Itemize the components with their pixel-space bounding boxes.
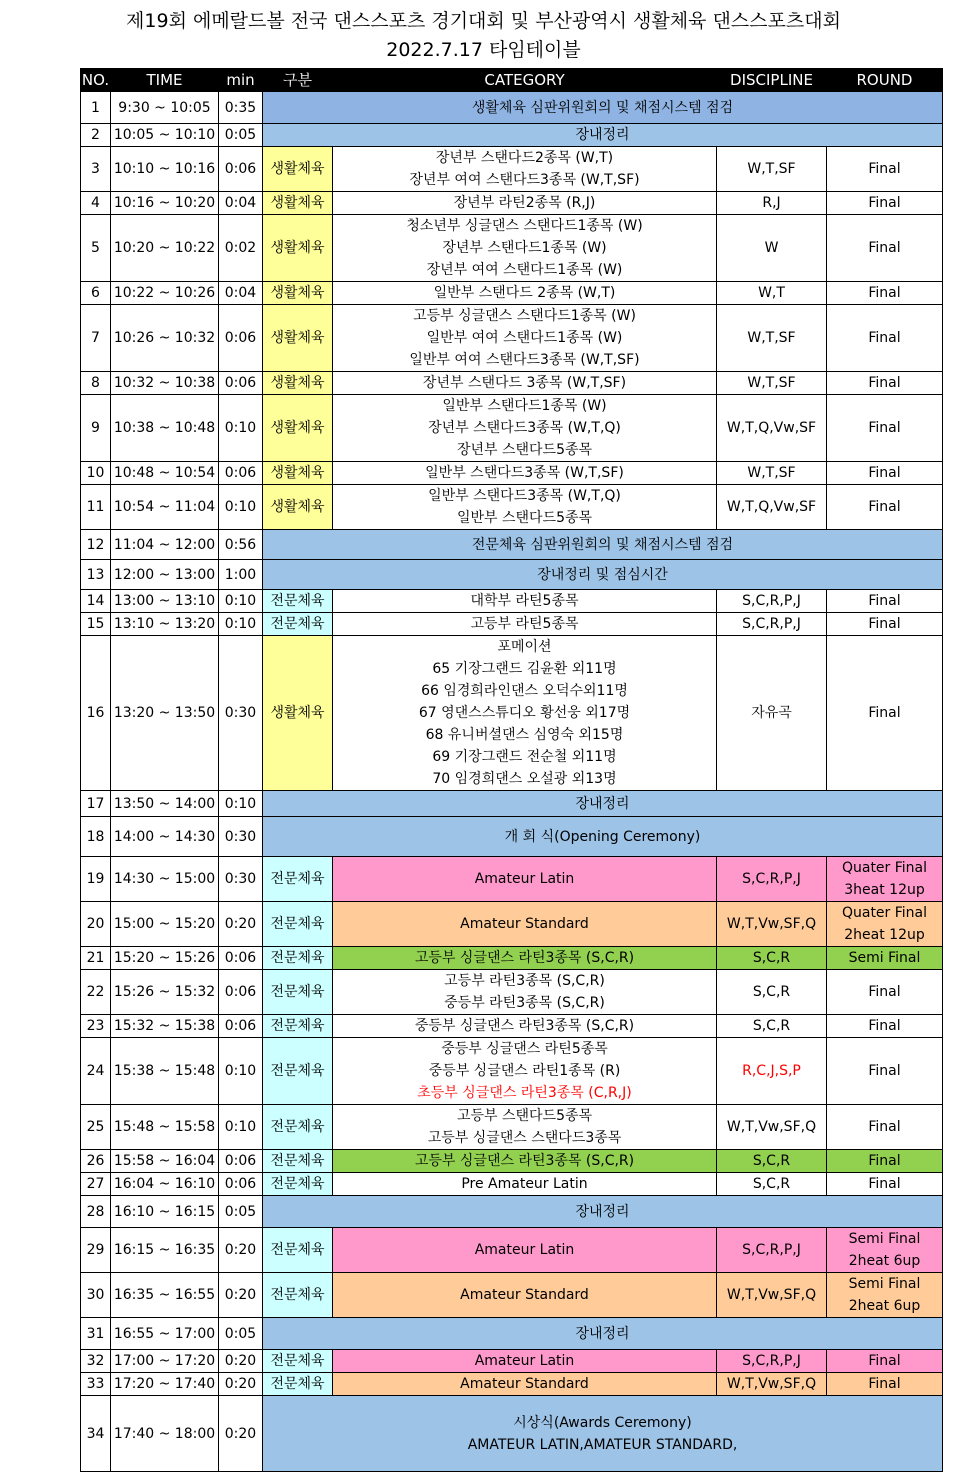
table-row [81,1318,943,1350]
table-row [81,590,943,613]
header-category: CATEGORY [333,69,717,92]
timetable [80,68,943,1472]
header-time: TIME [111,69,219,92]
row-category: 중등부 싱글댄스 라틴3종목 (S,C,R) [333,1015,717,1038]
row-discipline: W,T,SF [717,462,827,485]
row-round: Final [827,395,943,462]
row-span: 장내정리 [263,1196,943,1228]
row-span: 장내정리 [263,1318,943,1350]
row-category [333,215,717,282]
category-line: 일반부 스탠다드1종목 (W) [442,398,607,414]
row-time: 15:58 ~ 16:04 [111,1150,219,1173]
row-gubun: 전문체육 [263,613,333,636]
row-time: 13:20 ~ 13:50 [111,636,219,791]
category-line: 장년부 스탠다드1종목 (W) [442,240,607,256]
row-discipline: S,C,R [717,1173,827,1196]
row-discipline: S,C,R,P,J [717,857,827,902]
table-row [81,305,943,372]
row-category: Pre Amateur Latin [333,1173,717,1196]
row-no: 29 [81,1228,111,1273]
row-discipline: S,C,R [717,970,827,1015]
row-no: 16 [81,636,111,791]
row-no: 1 [81,92,111,124]
table-row [81,530,943,560]
category-line: 중등부 싱글댄스 라틴5종목 [441,1041,608,1057]
row-category: Amateur Standard [333,1273,717,1318]
row-category [333,970,717,1015]
row-category: 고등부 싱글댄스 라틴3종목 (S,C,R) [333,1150,717,1173]
row-no: 21 [81,947,111,970]
row-round: Final [827,970,943,1015]
table-row [81,1173,943,1196]
category-line: 청소년부 싱글댄스 스탠다드1종목 (W) [406,218,643,234]
row-min: 0:35 [219,92,263,124]
row-min: 0:02 [219,215,263,282]
row-min: 0:05 [219,1196,263,1228]
category-line: 고등부 라틴3종목 (S,C,R) [444,973,605,989]
table-row [81,1196,943,1228]
category-line: 일반부 여여 스탠다드1종목 (W) [426,330,623,346]
table-row [81,215,943,282]
category-line: 장년부 스탠다드2종목 (W,T) [435,150,614,166]
row-no: 27 [81,1173,111,1196]
row-min: 0:05 [219,1318,263,1350]
table-row [81,1228,943,1273]
row-min: 0:06 [219,970,263,1015]
row-time: 10:05 ~ 10:10 [111,124,219,147]
document-title: 제19회 에메랄드볼 전국 댄스스포츠 경기대회 및 부산광역시 생활체육 댄스스포츠대회 [126,10,841,32]
row-round: Final [827,590,943,613]
row-category: Amateur Standard [333,1373,717,1396]
row-no: 30 [81,1273,111,1318]
row-category [333,636,717,791]
row-round: Final [827,636,943,791]
row-no: 5 [81,215,111,282]
row-category [333,1105,717,1150]
row-no: 15 [81,613,111,636]
category-line: 고등부 싱글댄스 스탠다드1종목 (W) [413,308,636,324]
document-subtitle: 2022.7.17 타임테이블 [386,39,581,61]
table-row [81,902,943,947]
row-category: 장년부 라틴2종목 (R,J) [333,192,717,215]
row-round: Final [827,282,943,305]
row-category: Amateur Standard [333,902,717,947]
row-discipline: W,T,Vw,SF,Q [717,1373,827,1396]
header-discipline: DISCIPLINE [717,69,827,92]
row-gubun: 생활체육 [263,147,333,192]
row-category: 고등부 라틴5종목 [333,613,717,636]
row-min: 1:00 [219,560,263,590]
row-time: 10:16 ~ 10:20 [111,192,219,215]
category-line: 중등부 라틴3종목 (S,C,R) [444,995,605,1011]
row-discipline: R,J [717,192,827,215]
row-time: 15:26 ~ 15:32 [111,970,219,1015]
row-discipline: S,C,R,P,J [717,1350,827,1373]
row-category: 장년부 스탠다드 3종목 (W,T,SF) [333,372,717,395]
row-time: 10:10 ~ 10:16 [111,147,219,192]
table-row [81,857,943,902]
table-row [81,1105,943,1150]
row-discipline: W,T [717,282,827,305]
row-min: 0:06 [219,147,263,192]
row-gubun: 전문체육 [263,1150,333,1173]
row-round: Final [827,485,943,530]
row-time: 10:48 ~ 10:54 [111,462,219,485]
table-row [81,1396,943,1472]
header-gubun: 구분 [263,69,333,92]
header-round: ROUND [827,69,943,92]
table-row [81,970,943,1015]
category-line: 장년부 스탠다드3종목 (W,T,Q) [428,420,621,436]
row-min: 0:20 [219,1273,263,1318]
row-gubun: 생활체육 [263,282,333,305]
span-line: 시상식(Awards Ceremony) [513,1414,692,1431]
header-no: NO. [81,69,111,92]
row-min: 0:20 [219,1228,263,1273]
row-min: 0:06 [219,1173,263,1196]
row-no: 17 [81,791,111,817]
row-round: Final [827,215,943,282]
row-gubun: 생활체육 [263,192,333,215]
row-round: Final [827,1350,943,1373]
row-no: 24 [81,1038,111,1105]
row-min: 0:20 [219,1373,263,1396]
row-category [333,1038,717,1105]
category-line: 67 영댄스스튜디오 황선웅 외17명 [418,705,631,721]
row-gubun: 전문체육 [263,902,333,947]
row-min: 0:10 [219,1105,263,1150]
table-row [81,1373,943,1396]
round-line: Quater Final [841,860,928,876]
category-line: 포메이션 [497,639,552,655]
row-min: 0:04 [219,192,263,215]
row-no: 19 [81,857,111,902]
row-no: 2 [81,124,111,147]
row-min: 0:10 [219,1038,263,1105]
row-span: 개 회 식(Opening Ceremony) [263,817,943,857]
table-row [81,791,943,817]
row-discipline: W [717,215,827,282]
span-line: AMATEUR LATIN,AMATEUR STANDARD, [467,1436,738,1453]
row-no: 9 [81,395,111,462]
row-no: 18 [81,817,111,857]
row-no: 28 [81,1196,111,1228]
row-time: 16:55 ~ 17:00 [111,1318,219,1350]
row-time: 10:54 ~ 11:04 [111,485,219,530]
row-no: 20 [81,902,111,947]
category-line: 일반부 스탠다드5종목 [456,510,593,526]
category-line: 66 임경희라인댄스 오덕수외11명 [421,683,628,699]
row-round: Final [827,613,943,636]
row-no: 31 [81,1318,111,1350]
category-line: 중등부 싱글댄스 라틴1종목 (R) [428,1063,621,1079]
row-gubun: 생활체육 [263,485,333,530]
row-min: 0:06 [219,1015,263,1038]
row-gubun: 전문체육 [263,1015,333,1038]
row-gubun: 전문체육 [263,590,333,613]
category-line: 고등부 싱글댄스 스탠다드3종목 [427,1130,622,1146]
row-span [263,1396,943,1472]
row-min: 0:30 [219,817,263,857]
row-time: 15:20 ~ 15:26 [111,947,219,970]
row-span: 장내정리 [263,124,943,147]
row-category [333,305,717,372]
table-row [81,147,943,192]
row-time: 15:38 ~ 15:48 [111,1038,219,1105]
row-discipline: S,C,R [717,1015,827,1038]
row-no: 13 [81,560,111,590]
row-discipline: W,T,Vw,SF,Q [717,1105,827,1150]
row-time: 17:00 ~ 17:20 [111,1350,219,1373]
row-discipline: W,T,SF [717,372,827,395]
row-discipline: W,T,Vw,SF,Q [717,902,827,947]
row-min: 0:20 [219,1396,263,1472]
row-discipline: W,T,SF [717,147,827,192]
row-time: 15:00 ~ 15:20 [111,902,219,947]
row-no: 11 [81,485,111,530]
table-row [81,395,943,462]
row-no: 25 [81,1105,111,1150]
round-line: Semi Final [848,1276,921,1292]
row-discipline: R,C,J,S,P [717,1038,827,1105]
row-min: 0:20 [219,1350,263,1373]
row-no: 6 [81,282,111,305]
row-round: Final [827,1038,943,1105]
round-line: 2heat 12up [844,927,925,943]
row-min: 0:10 [219,485,263,530]
row-discipline: S,C,R [717,947,827,970]
table-row [81,92,943,124]
category-line: 65 기장그랜드 김윤환 외11명 [432,661,617,677]
row-gubun: 전문체육 [263,1350,333,1373]
category-line: 69 기장그랜드 전순철 외11명 [432,749,617,765]
row-span: 생활체육 심판위원회의 및 채점시스템 점검 [263,92,943,124]
row-min: 0:30 [219,636,263,791]
table-row [81,485,943,530]
row-min: 0:20 [219,902,263,947]
round-line: Semi Final [848,1231,921,1247]
row-gubun: 전문체육 [263,857,333,902]
row-category [333,147,717,192]
row-round: Final [827,147,943,192]
row-time: 12:00 ~ 13:00 [111,560,219,590]
row-round: Final [827,1173,943,1196]
row-gubun: 전문체육 [263,947,333,970]
row-round: Final [827,1150,943,1173]
row-gubun: 전문체육 [263,1105,333,1150]
row-no: 10 [81,462,111,485]
table-row [81,1273,943,1318]
row-category: 고등부 싱글댄스 라틴3종목 (S,C,R) [333,947,717,970]
row-no: 32 [81,1350,111,1373]
table-row [81,636,943,791]
category-line: 장년부 여여 스탠다드1종목 (W) [426,262,623,278]
row-time: 14:30 ~ 15:00 [111,857,219,902]
row-no: 22 [81,970,111,1015]
row-no: 34 [81,1396,111,1472]
row-min: 0:05 [219,124,263,147]
row-category: 대학부 라틴5종목 [333,590,717,613]
table-row [81,462,943,485]
row-time: 10:38 ~ 10:48 [111,395,219,462]
category-line: 68 유니버셜댄스 심영숙 외15명 [425,727,624,743]
row-discipline: S,C,R [717,1150,827,1173]
row-gubun: 생활체육 [263,305,333,372]
row-round [827,857,943,902]
row-no: 12 [81,530,111,560]
row-gubun: 생활체육 [263,372,333,395]
row-no: 3 [81,147,111,192]
row-category: 일반부 스탠다드3종목 (W,T,SF) [333,462,717,485]
row-min: 0:06 [219,462,263,485]
category-line: 장년부 여여 스탠다드3종목 (W,T,SF) [409,172,640,188]
row-category: Amateur Latin [333,1350,717,1373]
row-no: 26 [81,1150,111,1173]
table-row [81,613,943,636]
row-discipline: S,C,R,P,J [717,590,827,613]
row-min: 0:30 [219,857,263,902]
table-row [81,947,943,970]
row-time: 10:32 ~ 10:38 [111,372,219,395]
row-gubun: 전문체육 [263,1273,333,1318]
table-row [81,1350,943,1373]
row-time: 15:32 ~ 15:38 [111,1015,219,1038]
row-no: 14 [81,590,111,613]
table-row [81,1015,943,1038]
row-category [333,485,717,530]
row-round: Final [827,372,943,395]
row-discipline: W,T,SF [717,305,827,372]
row-time: 14:00 ~ 14:30 [111,817,219,857]
row-no: 7 [81,305,111,372]
row-gubun: 전문체육 [263,1373,333,1396]
table-row [81,1038,943,1105]
row-time: 17:20 ~ 17:40 [111,1373,219,1396]
row-discipline: W,T,Q,Vw,SF [717,395,827,462]
row-time: 16:15 ~ 16:35 [111,1228,219,1273]
row-discipline: 자유곡 [717,636,827,791]
row-min: 0:10 [219,613,263,636]
row-round [827,902,943,947]
table-row [81,817,943,857]
row-min: 0:06 [219,1150,263,1173]
row-time: 10:20 ~ 10:22 [111,215,219,282]
table-row [81,282,943,305]
category-line: 70 임경희댄스 오설광 외13명 [432,771,617,787]
row-discipline: S,C,R,P,J [717,1228,827,1273]
category-line-highlight: 초등부 싱글댄스 라틴3종목 (C,R,J) [417,1085,632,1101]
row-discipline: W,T,Vw,SF,Q [717,1273,827,1318]
category-line: 장년부 스탠다드5종목 [456,442,593,458]
row-span: 전문체육 심판위원회의 및 채점시스템 점검 [263,530,943,560]
category-line: 일반부 스탠다드3종목 (W,T,Q) [428,488,621,504]
row-round: Semi Final [827,947,943,970]
row-min: 0:10 [219,395,263,462]
row-time: 17:40 ~ 18:00 [111,1396,219,1472]
row-time: 16:35 ~ 16:55 [111,1273,219,1318]
round-line: Quater Final [841,905,928,921]
table-row [81,1150,943,1173]
row-min: 0:04 [219,282,263,305]
row-min: 0:10 [219,791,263,817]
row-time: 9:30 ~ 10:05 [111,92,219,124]
row-time: 13:10 ~ 13:20 [111,613,219,636]
round-line: 2heat 6up [848,1253,921,1269]
row-gubun: 전문체육 [263,1228,333,1273]
table-row [81,372,943,395]
row-round: Final [827,1015,943,1038]
round-line: 3heat 12up [844,882,925,898]
row-category: Amateur Latin [333,857,717,902]
row-round [827,1228,943,1273]
row-time: 13:00 ~ 13:10 [111,590,219,613]
row-time: 13:50 ~ 14:00 [111,791,219,817]
row-gubun: 생활체육 [263,462,333,485]
row-gubun: 생활체육 [263,215,333,282]
row-time: 10:26 ~ 10:32 [111,305,219,372]
table-row [81,560,943,590]
row-round: Final [827,192,943,215]
table-row [81,124,943,147]
category-line: 고등부 스탠다드5종목 [456,1108,593,1124]
row-min: 0:06 [219,305,263,372]
round-line: 2heat 6up [848,1298,921,1314]
row-time: 16:04 ~ 16:10 [111,1173,219,1196]
row-gubun: 생활체육 [263,636,333,791]
row-gubun: 전문체육 [263,1173,333,1196]
row-round: Final [827,305,943,372]
row-round: Final [827,462,943,485]
row-category: Amateur Latin [333,1228,717,1273]
row-time: 15:48 ~ 15:58 [111,1105,219,1150]
row-time: 10:22 ~ 10:26 [111,282,219,305]
row-no: 33 [81,1373,111,1396]
row-discipline: S,C,R,P,J [717,613,827,636]
row-round: Final [827,1373,943,1396]
row-gubun: 전문체육 [263,970,333,1015]
row-category [333,395,717,462]
row-span: 장내정리 [263,791,943,817]
row-time: 11:04 ~ 12:00 [111,530,219,560]
row-no: 8 [81,372,111,395]
header-row [81,69,943,92]
row-discipline: W,T,Q,Vw,SF [717,485,827,530]
row-min: 0:10 [219,590,263,613]
row-category: 일반부 스탠다드 2종목 (W,T) [333,282,717,305]
row-round: Final [827,1105,943,1150]
row-no: 23 [81,1015,111,1038]
row-min: 0:06 [219,947,263,970]
header-min: min [219,69,263,92]
row-gubun: 생활체육 [263,395,333,462]
row-round [827,1273,943,1318]
row-min: 0:56 [219,530,263,560]
category-line: 일반부 여여 스탠다드3종목 (W,T,SF) [409,352,640,368]
row-no: 4 [81,192,111,215]
table-row [81,192,943,215]
row-gubun: 전문체육 [263,1038,333,1105]
row-time: 16:10 ~ 16:15 [111,1196,219,1228]
row-min: 0:06 [219,372,263,395]
row-span: 장내정리 및 점심시간 [263,560,943,590]
